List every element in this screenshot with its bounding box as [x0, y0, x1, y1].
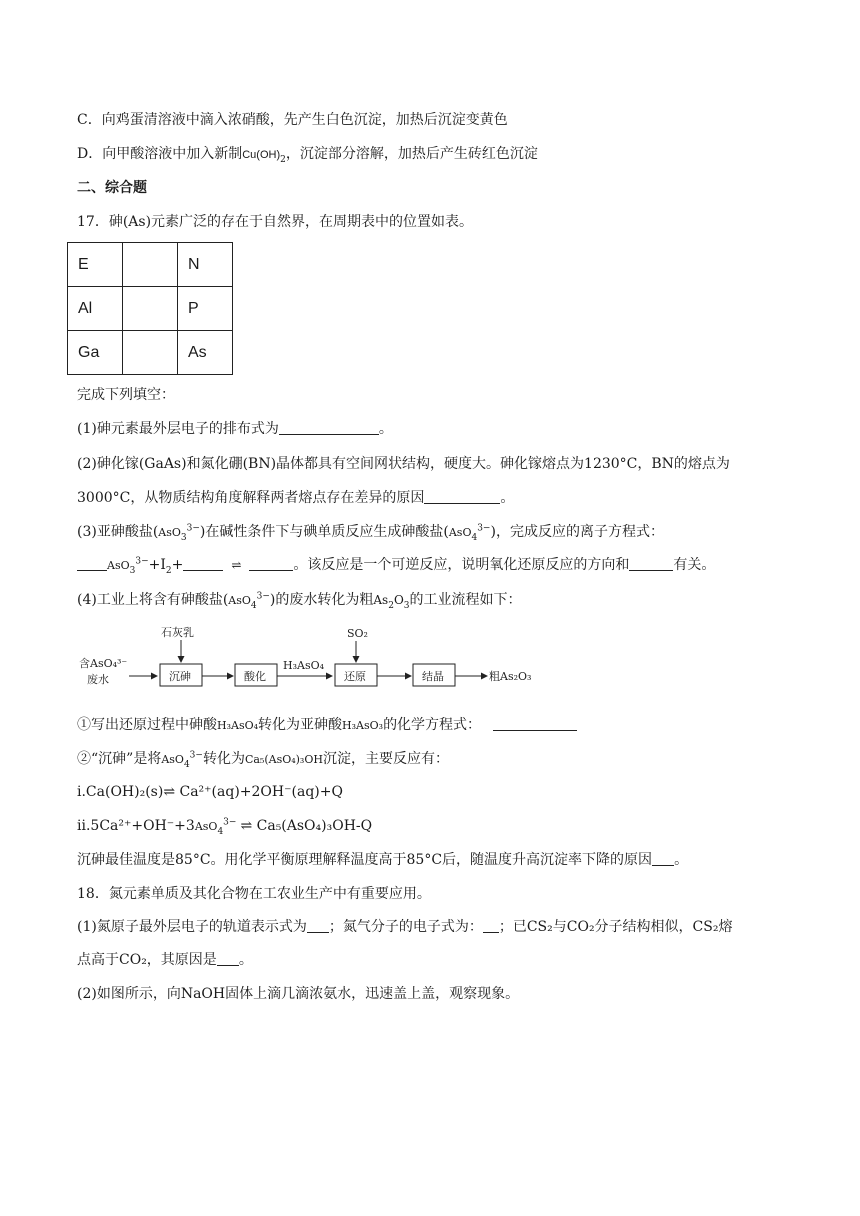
answer-blank[interactable] — [652, 851, 674, 866]
answer-blank[interactable] — [249, 556, 293, 571]
answer-blank[interactable] — [279, 420, 379, 435]
equation-i: i.Ca(OH)₂(s)⇌ Ca²⁺(aq)+2OH⁻(aq)+Q — [77, 784, 343, 800]
flow-reagent-1: 石灰乳 — [161, 626, 194, 639]
option-d: D．向甲酸溶液中加入新制$Cu(OH)_2$，沉淀部分溶解，加热后产生砖红色沉淀 — [77, 146, 538, 165]
q17-part3b: $AsO_3^{3-}+I_2+$ ⇌ 。该反应是一个可逆反应，说明氧化还原反应的方向和 有关。 — [77, 555, 715, 576]
cell-empty — [123, 243, 178, 287]
q17-part3a: (3)亚砷酸盐(AsO$_3^{3-}$)在碱性条件下与碘单质反应生成砷酸盐(AsO$_4^{3-}$)，完成反应的离子方程式： — [77, 523, 664, 543]
periodic-table — [67, 242, 233, 375]
answer-blank[interactable] — [629, 556, 673, 571]
question-17: 17．砷(As)元素广泛的存在于自然界，在周期表中的位置如表。 — [77, 214, 474, 230]
answer-blank[interactable] — [217, 951, 239, 966]
cell-n: N — [178, 243, 233, 287]
process-flow-diagram — [77, 625, 547, 695]
svg-text:还原: 还原 — [344, 670, 366, 683]
q17-part1: (1)砷元素最外层电子的排布式为 。 — [77, 421, 393, 437]
flow-input-label: 含AsO₄³⁻ — [79, 657, 128, 670]
q17-part2b: 3000°C，从物质结构角度解释两者熔点存在差异的原因 。 — [77, 490, 515, 506]
answer-blank[interactable] — [424, 489, 500, 504]
question-18: 18．氮元素单质及其化合物在工农业生产中有重要应用。 — [77, 886, 431, 902]
svg-text:酸化: 酸化 — [244, 670, 266, 683]
q17-sub2: ②“沉砷”是将AsO$_4^{3-}$转化为Ca₅(AsO₄)₃OH沉淀，主要反应有： — [77, 750, 449, 770]
cell-ga: Ga — [68, 331, 123, 375]
section-heading: 二、综合题 — [77, 180, 147, 196]
svg-text:结晶: 结晶 — [422, 670, 444, 683]
q17-final: 沉砷最佳温度是85°C。用化学平衡原理解释温度高于85°C后，随温度升高沉淀率下降的原因 。 — [77, 852, 689, 868]
cell-p: P — [178, 287, 233, 331]
cell-e: E — [68, 243, 123, 287]
q17-part4: (4)工业上将含有砷酸盐(AsO$_4^{3-}$)的废水转化为粗$As_2O_3$的工业流程如下： — [77, 591, 522, 611]
answer-blank[interactable] — [483, 918, 499, 933]
q18-part1b: 点高于CO₂，其原因是 。 — [77, 952, 253, 968]
equation-ii: ii.5Ca²⁺+OH⁻+3AsO$_4^{3-}$ ⇌ Ca₅(AsO₄)₃OH-Q — [77, 817, 373, 837]
q17-part2a: (2)砷化镓(GaAs)和氮化硼(BN)晶体都具有空间网状结构，硬度大。砷化镓熔点为1230°C，BN的熔点为 — [77, 456, 730, 472]
q17-sub1: ①写出还原过程中砷酸H₃AsO₄转化为亚砷酸H₃AsO₃的化学方程式： — [77, 715, 577, 736]
q18-part1a: (1)氮原子最外层电子的轨道表示式为 ；氮气分子的电子式为： ；已CS₂与CO₂分子结构相似，CS₂熔 — [77, 919, 733, 935]
svg-text:沉砷: 沉砷 — [169, 670, 191, 683]
answer-blank[interactable] — [77, 556, 107, 571]
q18-part2: (2)如图所示，向NaOH固体上滴几滴浓氨水，迅速盖上盖，观察现象。 — [77, 986, 520, 1002]
answer-blank[interactable] — [493, 716, 577, 731]
answer-blank[interactable] — [183, 556, 223, 571]
cell-empty — [123, 287, 178, 331]
answer-blank[interactable] — [307, 918, 329, 933]
flow-input-label-2: 废水 — [87, 673, 109, 686]
cell-al: Al — [68, 287, 123, 331]
fill-intro: 完成下列填空： — [77, 387, 175, 403]
flow-reagent-2: SO₂ — [347, 627, 368, 640]
cell-empty — [123, 331, 178, 375]
option-c: C．向鸡蛋清溶液中滴入浓硝酸，先产生白色沉淀，加热后沉淀变黄色 — [77, 112, 508, 128]
flow-output: 粗As₂O₃ — [489, 670, 532, 683]
flow-arrow-label: H₃AsO₄ — [283, 659, 325, 672]
cell-as: As — [178, 331, 233, 375]
